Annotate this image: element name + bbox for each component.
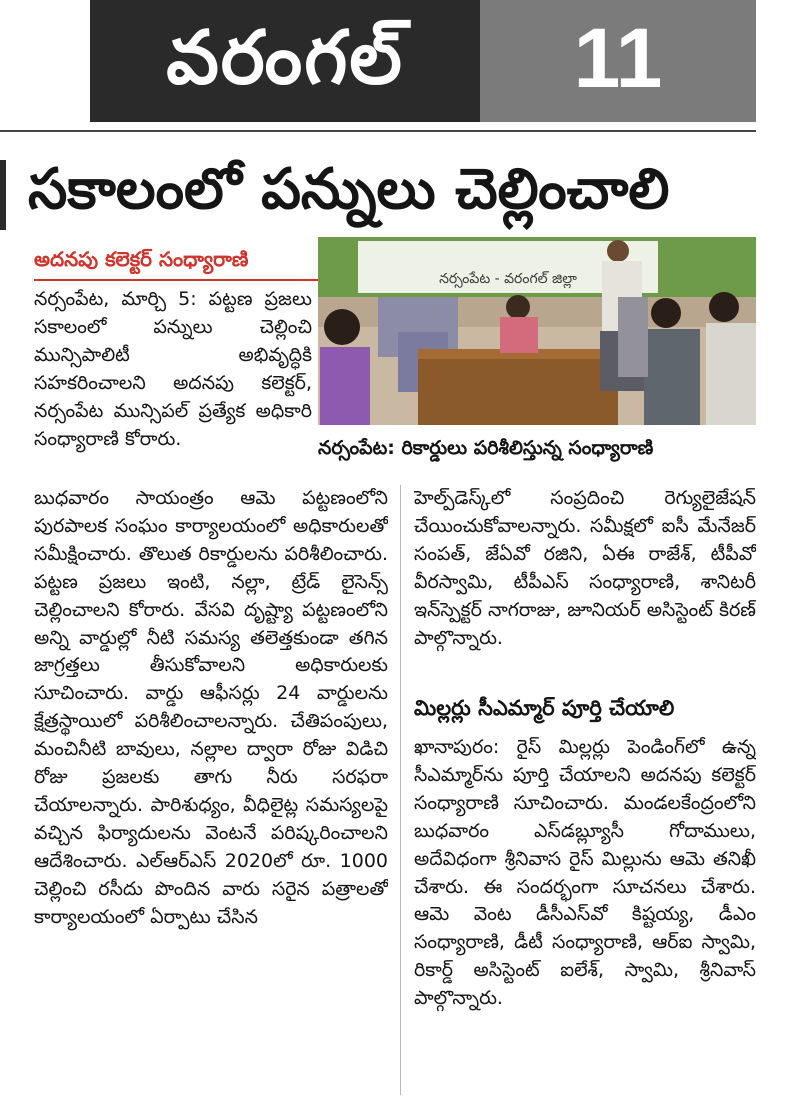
column-divider: [400, 485, 401, 1095]
top-rule: [0, 130, 756, 132]
headline-bar: [0, 160, 6, 230]
article-paragraph: ఖానాపురం: రైస్ మిల్లర్లు పెండింగ్‌లో ఉన్న సీఎమ్మార్‌ను పూర్తి చేయాలని అదనపు కలెక్టర్ సంధ్యారాణి సూచించారు. మండలకేంద్రంలోని బుధవారం ఎస్‌డబ్ల్యూసీ గోదాములు, అదేవిధంగా శ్రీనివాస రైస్ మిల్లును ఆమె తనిఖీ చేశారు. ఈ సందర్భంగా సూచనలు చేశారు. ఆమె వెంట డీసీఎస్‌వో కిష్టయ్య, డీఎం సంధ్యారాణి, డీటీ సంధ్యారాణి, ఆర్ఐ స్వామి, రికార్డ్ అసిస్టెంట్ ఐలేశ్, స్వామి, శ్రీనివాస్ పాల్గొన్నారు.: [414, 736, 756, 1010]
masthead: [90, 0, 480, 122]
article-paragraph: బుధవారం సాయంత్రం ఆమె పట్టణంలోని పురపాలక సంఘం కార్యాలయంలో అధికారులతో సమీక్షించారు. తొలుత రికార్డులను పరిశీలించారు. పట్టణ ప్రజలు ఇంటి, నల్లా, ట్రేడ్ లైసెన్స్ చెల్లించాలని కోరారు. వేసవి దృష్ట్యా పట్టణంలోని అన్ని వార్డుల్లో నీటి సమస్య తలెత్తకుండా తగిన జాగ్రత్తలు తీసుకోవాలని అధికారులకు సూచించారు. వార్డు ఆఫీసర్లు 24 వార్డులను క్షేత్రస్థాయిలో పరిశీలించాలన్నారు. చేతిపంపులు, మంచినీటి బావులు, నల్లాల ద్వారా రోజు విడిచి రోజు ప్రజలకు తాగు నీరు సరఫరా చేయాలన్నారు. పారిశుధ్యం, వీధిలైట్ల సమస్యలపై వచ్చిన ఫిర్యాదులను వెంటనే పరిష్కరించాలని ఆదేశించారు. ఎల్ఆర్ఎస్ 2020లో రూ. 1000 చెల్లించి రసీదు పొందిన వారు సరైన పత్రాలతో కార్యాలయంలో ఏర్పాటు చేసిన: [34, 487, 388, 928]
page-number: 11: [573, 11, 663, 105]
article-col2-bottom: [414, 734, 756, 1098]
article-col2-top: [414, 485, 756, 681]
article-col1-bottom: [34, 485, 388, 1109]
banner-text: నర్సంపేట - వరంగల్ జిల్లా: [439, 271, 577, 287]
subhead-millers: మిల్లర్లు సీఎమ్మార్ పూర్తి చేయాలి: [414, 696, 675, 720]
headline: సకాలంలో పన్నులు చెల్లించాలి: [28, 157, 670, 222]
photo-caption: నర్సంపేట: రికార్డులు పరిశీలిస్తున్న సంధ్యారాణి: [318, 437, 654, 459]
article-paragraph: హెల్ప్‌డెస్క్‌లో సంప్రదించి రెగ్యులైజేషన్ చేయించుకోవాలన్నారు. సమీక్షలో ఐసీ మేనేజర్ సంపత్, జేఏవో రజిని, ఏఈ రాజేశ్, టీపీవో వీరస్వామి, టీపీఎస్ సంధ్యారాణి, శానిటరీ ఇన్‌స్పెక్టర్ నాగరాజు, జూనియర్ అసిస్టెంట్ కిరణ్ పాల్గొన్నారు.: [414, 487, 756, 649]
subhead-underline: [34, 279, 318, 281]
subhead: అదనపు కలెక్టర్ సంధ్యారాణి: [34, 247, 249, 271]
masthead-title: వరంగల్: [166, 15, 404, 101]
article-col1-top: [34, 286, 312, 482]
news-photo: [318, 237, 756, 425]
photo-illustration: [318, 237, 756, 425]
page-number-box: [480, 0, 756, 122]
article-paragraph: నర్సంపేట, మార్చి 5: పట్టణ ప్రజలు సకాలంలో పన్నులు చెల్లించి మున్సిపాలిటీ అభివృద్ధికి సహకరించాలని అదనపు కలెక్టర్, నర్సంపేట మున్సిపల్ ప్రత్యేక అధికారి సంధ్యారాణి కోరారు.: [34, 288, 312, 450]
